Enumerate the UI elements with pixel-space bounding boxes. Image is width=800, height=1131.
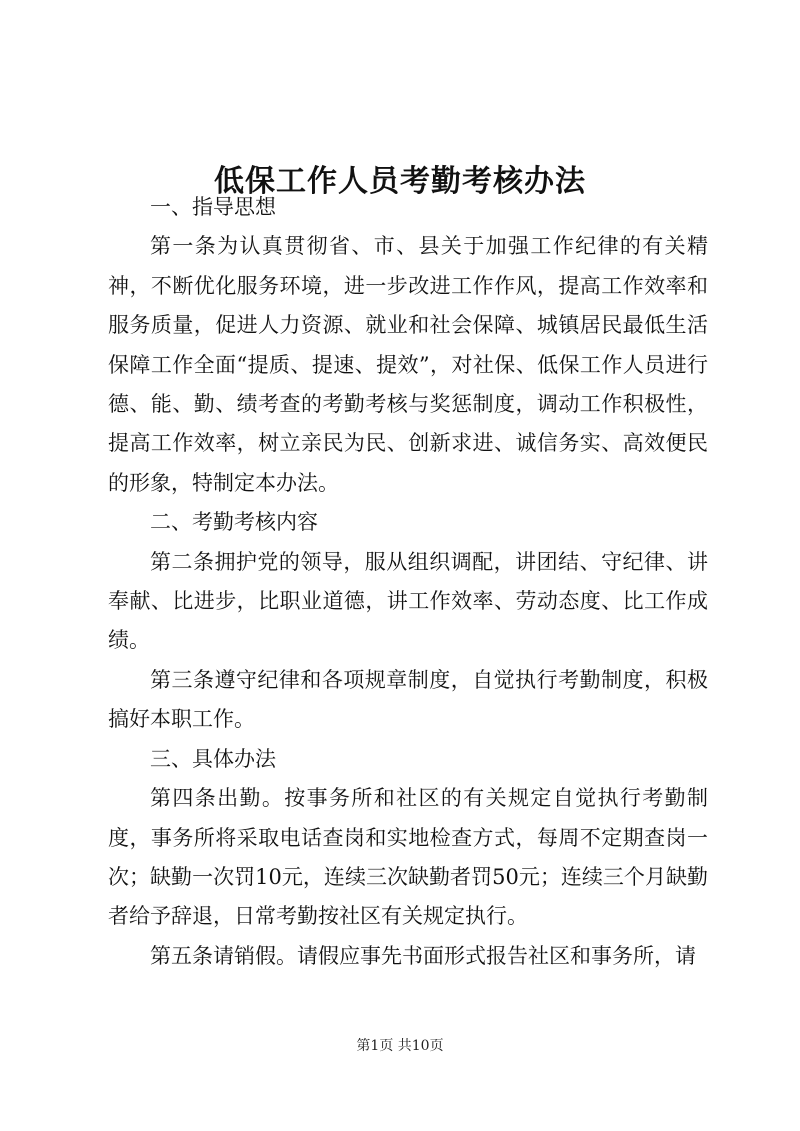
- section-heading-specific-methods: 三、具体办法: [150, 746, 276, 771]
- section-heading-guiding-thought: 一、指导思想: [150, 195, 276, 219]
- article-3-paragraph: 第三条遵守纪律和各项规章制度，自觉执行考勤制度，积极搞好本职工作。: [108, 667, 708, 732]
- page-number-footer: 第1页 共10页: [356, 1038, 444, 1054]
- article-2-paragraph: 第二条拥护党的领导，服从组织调配，讲团结、守纪律、讲奉献、比进步，比职业道德，讲工作效率、劳动态度、比工作成绩。: [108, 549, 708, 653]
- article-1-paragraph: 第一条为认真贯彻省、市、县关于加强工作纪律的有关精神，不断优化服务环境，进一步改进工作作风，提高工作效率和服务质量，促进人力资源、就业和社会保障、城镇居民最低生活保障工作全面“提质、提速、提效”，对社保、低保工作人员进行德、能、勤、绩考查的考勤考核与奖惩制度，调动工作积极性，提高工作效率，树立亲民为民、创新求进、诚信务实、高效便民的形象，特制定本办法。: [108, 234, 708, 495]
- document-title: 低保工作人员考勤考核办法: [214, 164, 586, 200]
- section-heading-assessment-content: 二、考勤考核内容: [150, 510, 318, 535]
- document-body: [108, 188, 708, 976]
- article-4-paragraph: 第四条出勤。按事务所和社区的有关规定自觉执行考勤制度，事务所将采取电话查岗和实地检查方式，每周不定期查岗一次；缺勤一次罚10元，连续三次缺勤者罚50元；连续三个月缺勤者给予辞退，日常考勤按社区有关规定执行。: [108, 786, 708, 929]
- article-5-paragraph: 第五条请销假。请假应事先书面形式报告社区和事务所，请: [150, 943, 696, 968]
